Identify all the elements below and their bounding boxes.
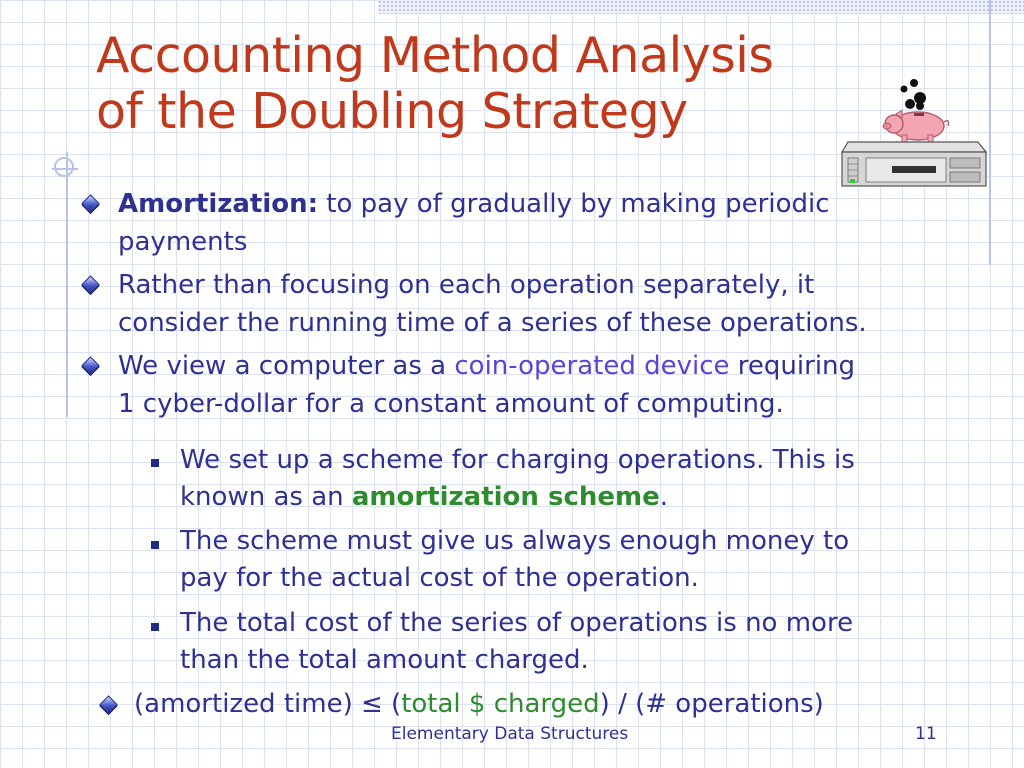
slide-title-line1: Accounting Method Analysis (96, 27, 774, 84)
page-number: 11 (915, 724, 937, 744)
square-bullet-icon (151, 623, 159, 631)
bullet-line (118, 347, 998, 385)
bullet-coin-operated (118, 347, 998, 423)
piggy-bank-computer-icon (838, 72, 988, 190)
formula-part: (amortized time) (134, 689, 361, 719)
amortization-scheme-highlight: amortization scheme (351, 482, 660, 512)
sub-bullet-enough-money (180, 523, 1010, 597)
diamond-bullet-icon (81, 356, 99, 374)
slide-title-line2: of the Doubling Strategy (96, 83, 688, 140)
bullet-text: to pay of gradually by making periodic (318, 189, 830, 219)
bullet-line (180, 479, 1010, 516)
diamond-bullet-icon (81, 194, 99, 212)
less-equal-symbol: ≤ (360, 689, 383, 719)
slide-title (96, 28, 773, 140)
square-bullet-icon (151, 459, 159, 467)
diamond-bullet-icon (99, 695, 117, 713)
bullet-line (118, 185, 998, 223)
coin-operated-highlight: coin-operated device (454, 351, 730, 381)
square-bullet-icon (151, 541, 159, 549)
bullet-line: payments (118, 227, 248, 257)
decorative-circle (54, 157, 74, 177)
bullet-line: Rather than focusing on each operation separately, it (118, 270, 815, 300)
bullet-line: The total cost of the series of operations is no more (180, 608, 854, 638)
decorative-vertical-line (66, 152, 68, 417)
formula-text (134, 685, 994, 723)
bullet-line: The scheme must give us always enough money to (180, 526, 850, 556)
bullet-line: pay for the actual cost of the operation. (180, 563, 699, 593)
diamond-bullet-icon (81, 275, 99, 293)
footer-title: Elementary Data Structures (391, 724, 629, 744)
bullet-text: requiring (729, 351, 856, 381)
bullet-text: . (659, 482, 669, 512)
bullet-term: Amortization: (118, 189, 319, 219)
sub-bullet-scheme (180, 442, 1010, 516)
formula-line (134, 685, 994, 723)
formula-part: ( (382, 689, 402, 719)
sub-bullet-total-cost (180, 605, 1010, 679)
bullet-text: known as an (180, 482, 352, 512)
bullet-text: We view a computer as a (118, 351, 455, 381)
formula-part: ) / (# operations) (599, 689, 824, 719)
bullet-line: 1 cyber-dollar for a constant amount of computing. (118, 389, 784, 419)
bullet-amortization (118, 185, 998, 261)
bullet-running-time (118, 266, 1008, 342)
decorative-top-band (378, 0, 1024, 14)
total-charged-highlight: total $ charged (401, 689, 600, 719)
bullet-line: We set up a scheme for charging operations. This is (180, 445, 855, 475)
bullet-line: than the total amount charged. (180, 645, 589, 675)
bullet-line: consider the running time of a series of these operations. (118, 308, 867, 338)
